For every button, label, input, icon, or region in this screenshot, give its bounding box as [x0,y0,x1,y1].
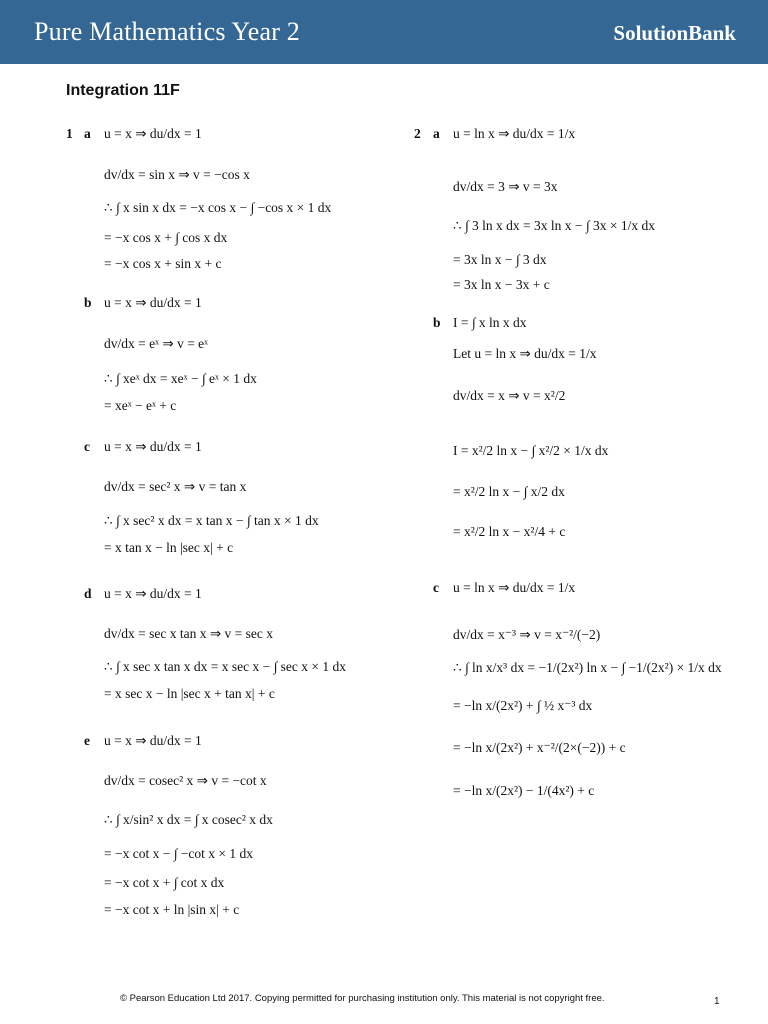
solution-line: = −x cot x + ln |sin x| + c [104,902,240,917]
part-label-2b: b [433,315,441,330]
solution-line: I = x²/2 ln x − ∫ x²/2 × 1/x dx [453,443,609,458]
question-number-1: 1 [66,126,73,141]
solution-line: ∴ ∫ xeˣ dx = xeˣ − ∫ eˣ × 1 dx [104,371,257,386]
solution-line: dv/dx = eˣ ⇒ v = eˣ [104,336,209,351]
solution-line: ∴ ∫ x sec x tan x dx = x sec x − ∫ sec x × 1 dx [104,659,347,674]
solution-line: dv/dx = x ⇒ v = x²/2 [453,388,566,403]
solution-line: ∴ ∫ x sin x dx = −x cos x − ∫ −cos x × 1 dx [104,200,332,215]
section-title: Integration 11F [66,82,180,99]
solution-line: u = x ⇒ du/dx = 1 [104,586,202,601]
header-banner [0,0,768,64]
solution-line: = −x cos x + ∫ cos x dx [104,230,228,245]
solution-line: Let u = ln x ⇒ du/dx = 1/x [453,346,597,361]
solution-line: = −x cot x + ∫ cot x dx [104,875,225,890]
solution-line: u = x ⇒ du/dx = 1 [104,439,202,454]
part-label-1c: c [84,439,90,454]
solution-line: u = ln x ⇒ du/dx = 1/x [453,580,576,595]
solution-line: ∴ ∫ x sec² x dx = x tan x − ∫ tan x × 1 dx [104,513,319,528]
solution-line: u = ln x ⇒ du/dx = 1/x [453,126,576,141]
solution-line: = −ln x/(2x²) + x⁻²/(2×(−2)) + c [453,740,626,755]
solution-line: dv/dx = sec x tan x ⇒ v = sec x [104,626,274,641]
book-title: Pure Mathematics Year 2 [34,17,300,46]
solution-line: u = x ⇒ du/dx = 1 [104,733,202,748]
solution-line: u = x ⇒ du/dx = 1 [104,295,202,310]
solution-line: = −ln x/(2x²) + ∫ ½ x⁻³ dx [453,698,593,713]
copyright-notice: © Pearson Education Ltd 2017. Copying permitted for purchasing institution only. This material is not copyright free. [120,993,605,1004]
solution-line: ∴ ∫ 3 ln x dx = 3x ln x − ∫ 3x × 1/x dx [453,218,655,233]
solution-line: = −x cot x − ∫ −cot x × 1 dx [104,846,254,861]
solution-line: = 3x ln x − ∫ 3 dx [453,252,547,267]
part-label-1a: a [84,126,91,141]
solution-line: dv/dx = 3 ⇒ v = 3x [453,179,558,194]
solution-line: = x²/2 ln x − ∫ x/2 dx [453,484,565,499]
solution-line: dv/dx = sec² x ⇒ v = tan x [104,479,247,494]
question-number-2: 2 [414,126,421,141]
solution-line: ∴ ∫ x/sin² x dx = ∫ x cosec² x dx [104,812,273,827]
solution-line: dv/dx = sin x ⇒ v = −cos x [104,167,250,182]
part-label-2a: a [433,126,440,141]
solution-line: u = x ⇒ du/dx = 1 [104,126,202,141]
part-label-1e: e [84,733,90,748]
solution-line: ∴ ∫ ln x/x³ dx = −1/(2x²) ln x − ∫ −1/(2x²) × 1/x dx [453,660,722,675]
part-label-1d: d [84,586,92,601]
solution-line: = x tan x − ln |sec x| + c [104,540,234,555]
solution-line: = −ln x/(2x²) − 1/(4x²) + c [453,783,595,798]
solution-line: dv/dx = cosec² x ⇒ v = −cot x [104,773,267,788]
part-label-1b: b [84,295,92,310]
part-label-2c: c [433,580,439,595]
page-number: 1 [714,996,720,1007]
solution-line: = 3x ln x − 3x + c [453,277,550,292]
solution-line: = x²/2 ln x − x²/4 + c [453,524,566,539]
solution-line: = x sec x − ln |sec x + tan x| + c [104,686,275,701]
solution-line: I = ∫ x ln x dx [453,315,527,330]
solution-line: = −x cos x + sin x + c [104,256,222,271]
solution-line: = xeˣ − eˣ + c [104,398,177,413]
solution-line: dv/dx = x⁻³ ⇒ v = x⁻²/(−2) [453,627,601,642]
brand-name: SolutionBank [613,21,736,45]
